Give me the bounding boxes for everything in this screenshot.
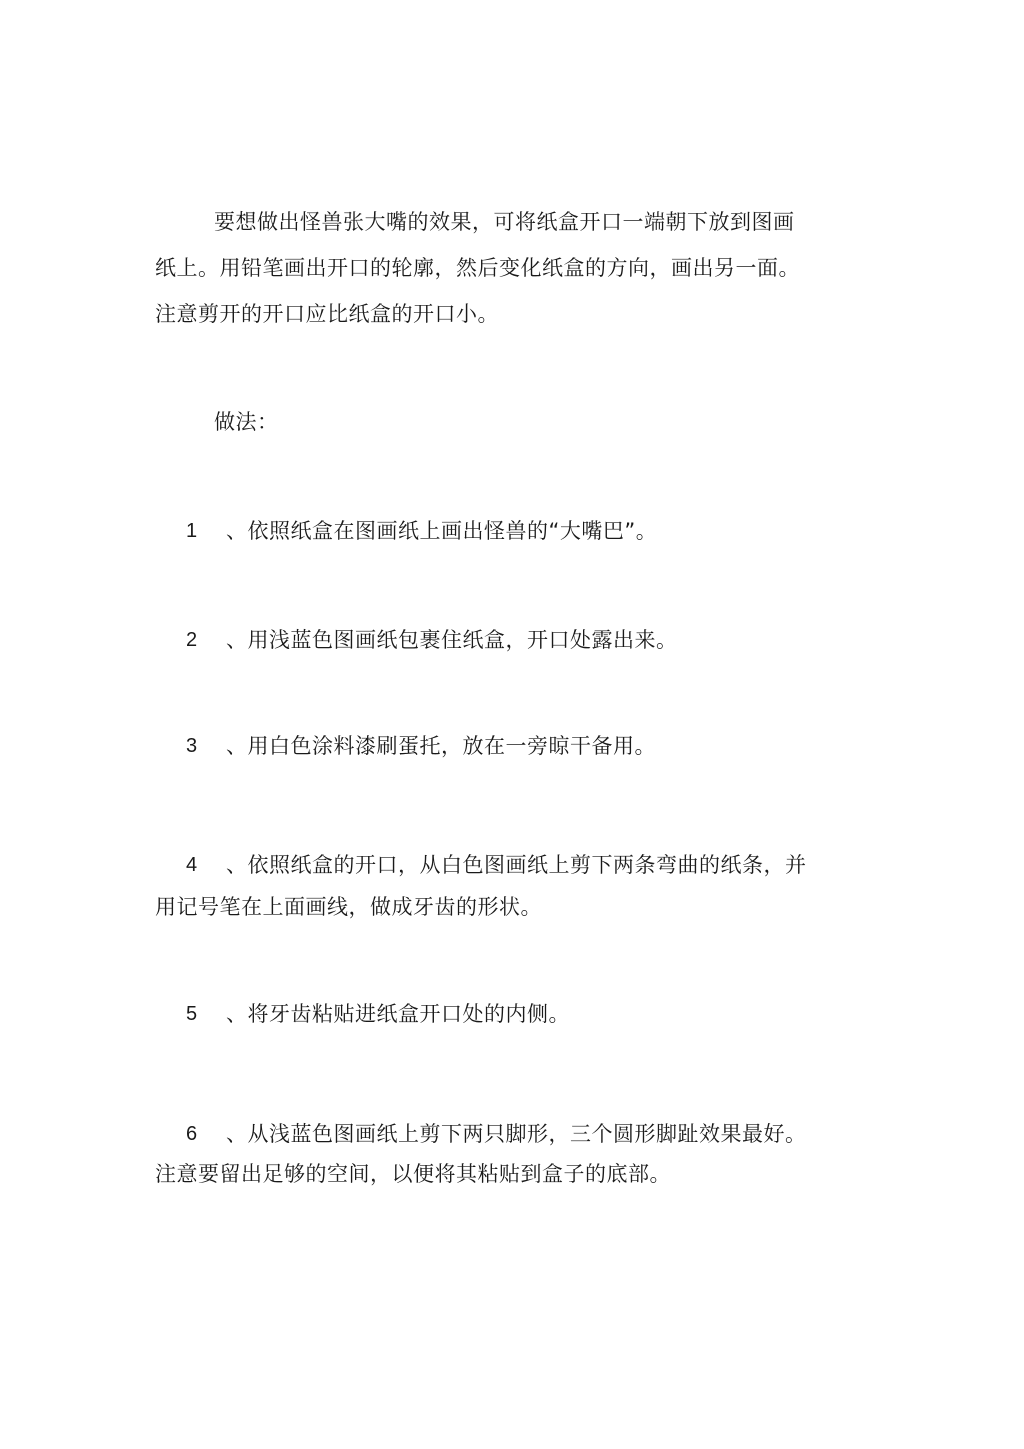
intro-line-3: 注意剪开的开口应比纸盒的开口小。	[155, 302, 499, 326]
step-number: 6	[186, 1123, 198, 1145]
step-continuation: 注意要留出足够的空间，以便将其粘贴到盒子的底部。	[155, 1162, 671, 1186]
step-number: 2	[186, 629, 198, 651]
intro-line-1: 要想做出怪兽张大嘴的效果，可将纸盒开口一端朝下放到图画	[214, 210, 795, 234]
step-text: 、将牙齿粘贴进纸盒开口处的内侧。	[226, 1002, 570, 1026]
step-text: 、依照纸盒在图画纸上画出怪兽的“大嘴巴”。	[226, 519, 658, 543]
step-continuation: 用记号笔在上面画线，做成牙齿的形状。	[155, 895, 542, 919]
step-text: 、用浅蓝色图画纸包裹住纸盒，开口处露出来。	[226, 628, 678, 652]
step-number: 5	[186, 1003, 198, 1025]
step-text: 、从浅蓝色图画纸上剪下两只脚形，三个圆形脚趾效果最好。	[226, 1122, 807, 1146]
step-number: 3	[186, 735, 198, 757]
step-number: 4	[186, 854, 198, 876]
step-text: 、用白色涂料漆刷蛋托，放在一旁晾干备用。	[226, 734, 656, 758]
step-text: 、依照纸盒的开口，从白色图画纸上剪下两条弯曲的纸条，并	[226, 853, 807, 877]
step-number: 1	[186, 520, 198, 542]
intro-line-2: 纸上。用铅笔画出开口的轮廓，然后变化纸盒的方向，画出另一面。	[155, 256, 800, 280]
method-heading: 做法：	[214, 410, 279, 434]
